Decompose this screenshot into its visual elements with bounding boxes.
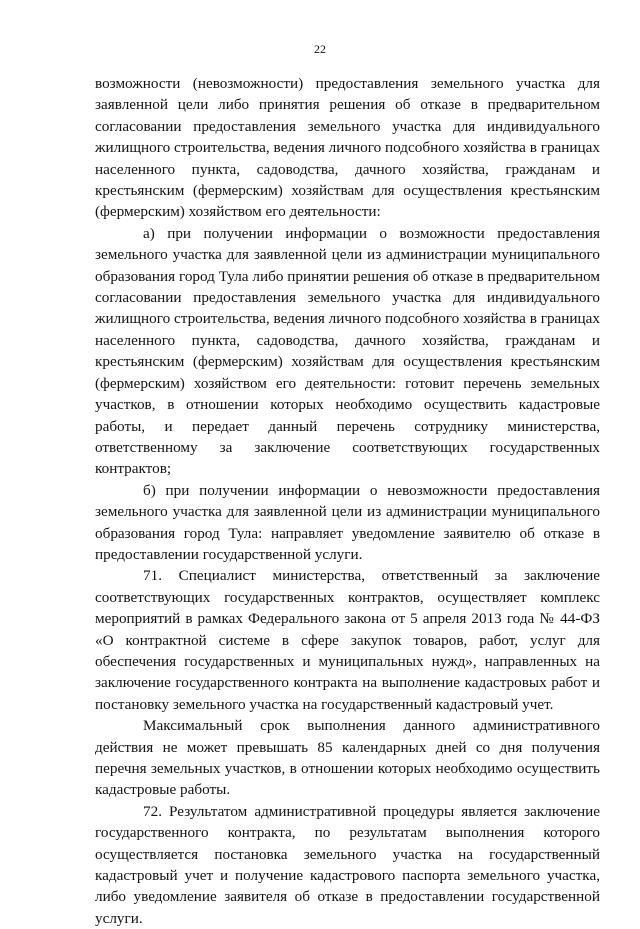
paragraph-max-term: Максимальный срок выполнения данного административного действия не может превышать 85 календарных дней со дня получения перечня земельных участков, в отношении которых необходимо осуществить кадастровые работы.	[95, 717, 600, 799]
page-number: 22	[314, 42, 326, 56]
document-body	[95, 73, 600, 929]
paragraph-continuation: возможности (невозможности) предоставления земельного участка для заявленной цели либо принятия решения об отказе в предварительном согласовании предоставления земельного участка для индивидуального жилищного строительства, ведения личного подсобного хозяйства в границах населенного пункта, садоводства, дачного хозяйства, гражданам и крестьянским (фермерским) хозяйствам для осуществления крестьянским (фермерским) хозяйством его деятельности:	[95, 75, 600, 221]
paragraph-item-b: б) при получении информации о невозможности предоставления земельного участка для заявленной цели из администрации муниципального образования город Тула: направляет уведомление заявителю об отказе в предоставлении государственной услуги.	[95, 481, 600, 563]
paragraph-71: 71. Специалист министерства, ответственный за заключение соответствующих государственных контрактов, осуществляет комплекс мероприятий в рамках Федерального закона от 5 апреля 2013 года № 44-ФЗ «О контрактной системе в сфере закупок товаров, работ, услуг для обеспечения государственных и муниципальных нужд», направленных на заключение государственного контракта на выполнение кадастровых работ и постановку земельного участка на государственный кадастровый учет.	[95, 567, 600, 713]
paragraph-72: 72. Результатом административной процедуры является заключение государственного контракта, по результатам выполнения которого осуществляется постановка земельного участка на государственный кадастровый учет и получение кадастрового паспорта земельного участка, либо уведомление заявителя об отказе в предоставлении государственной услуги.	[95, 802, 600, 927]
paragraph-item-a: а) при получении информации о возможности предоставления земельного участка для заявленной цели из администрации муниципального образования город Тула либо принятии решения об отказе в предварительном согласовании предоставления земельного участка для индивидуального жилищного строительства, ведения личного подсобного хозяйства в границах населенного пункта, садоводства, дачного хозяйства, гражданам и крестьянским (фермерским) хозяйствам для осуществления крестьянским (фермерским) хозяйством его деятельности: готовит перечень земельных участков, в отношении которых необходимо осуществить кадастровые работы, и передает данный перечень сотруднику министерства, ответственному за заключение соответствующих государственных контрактов;	[95, 224, 600, 478]
